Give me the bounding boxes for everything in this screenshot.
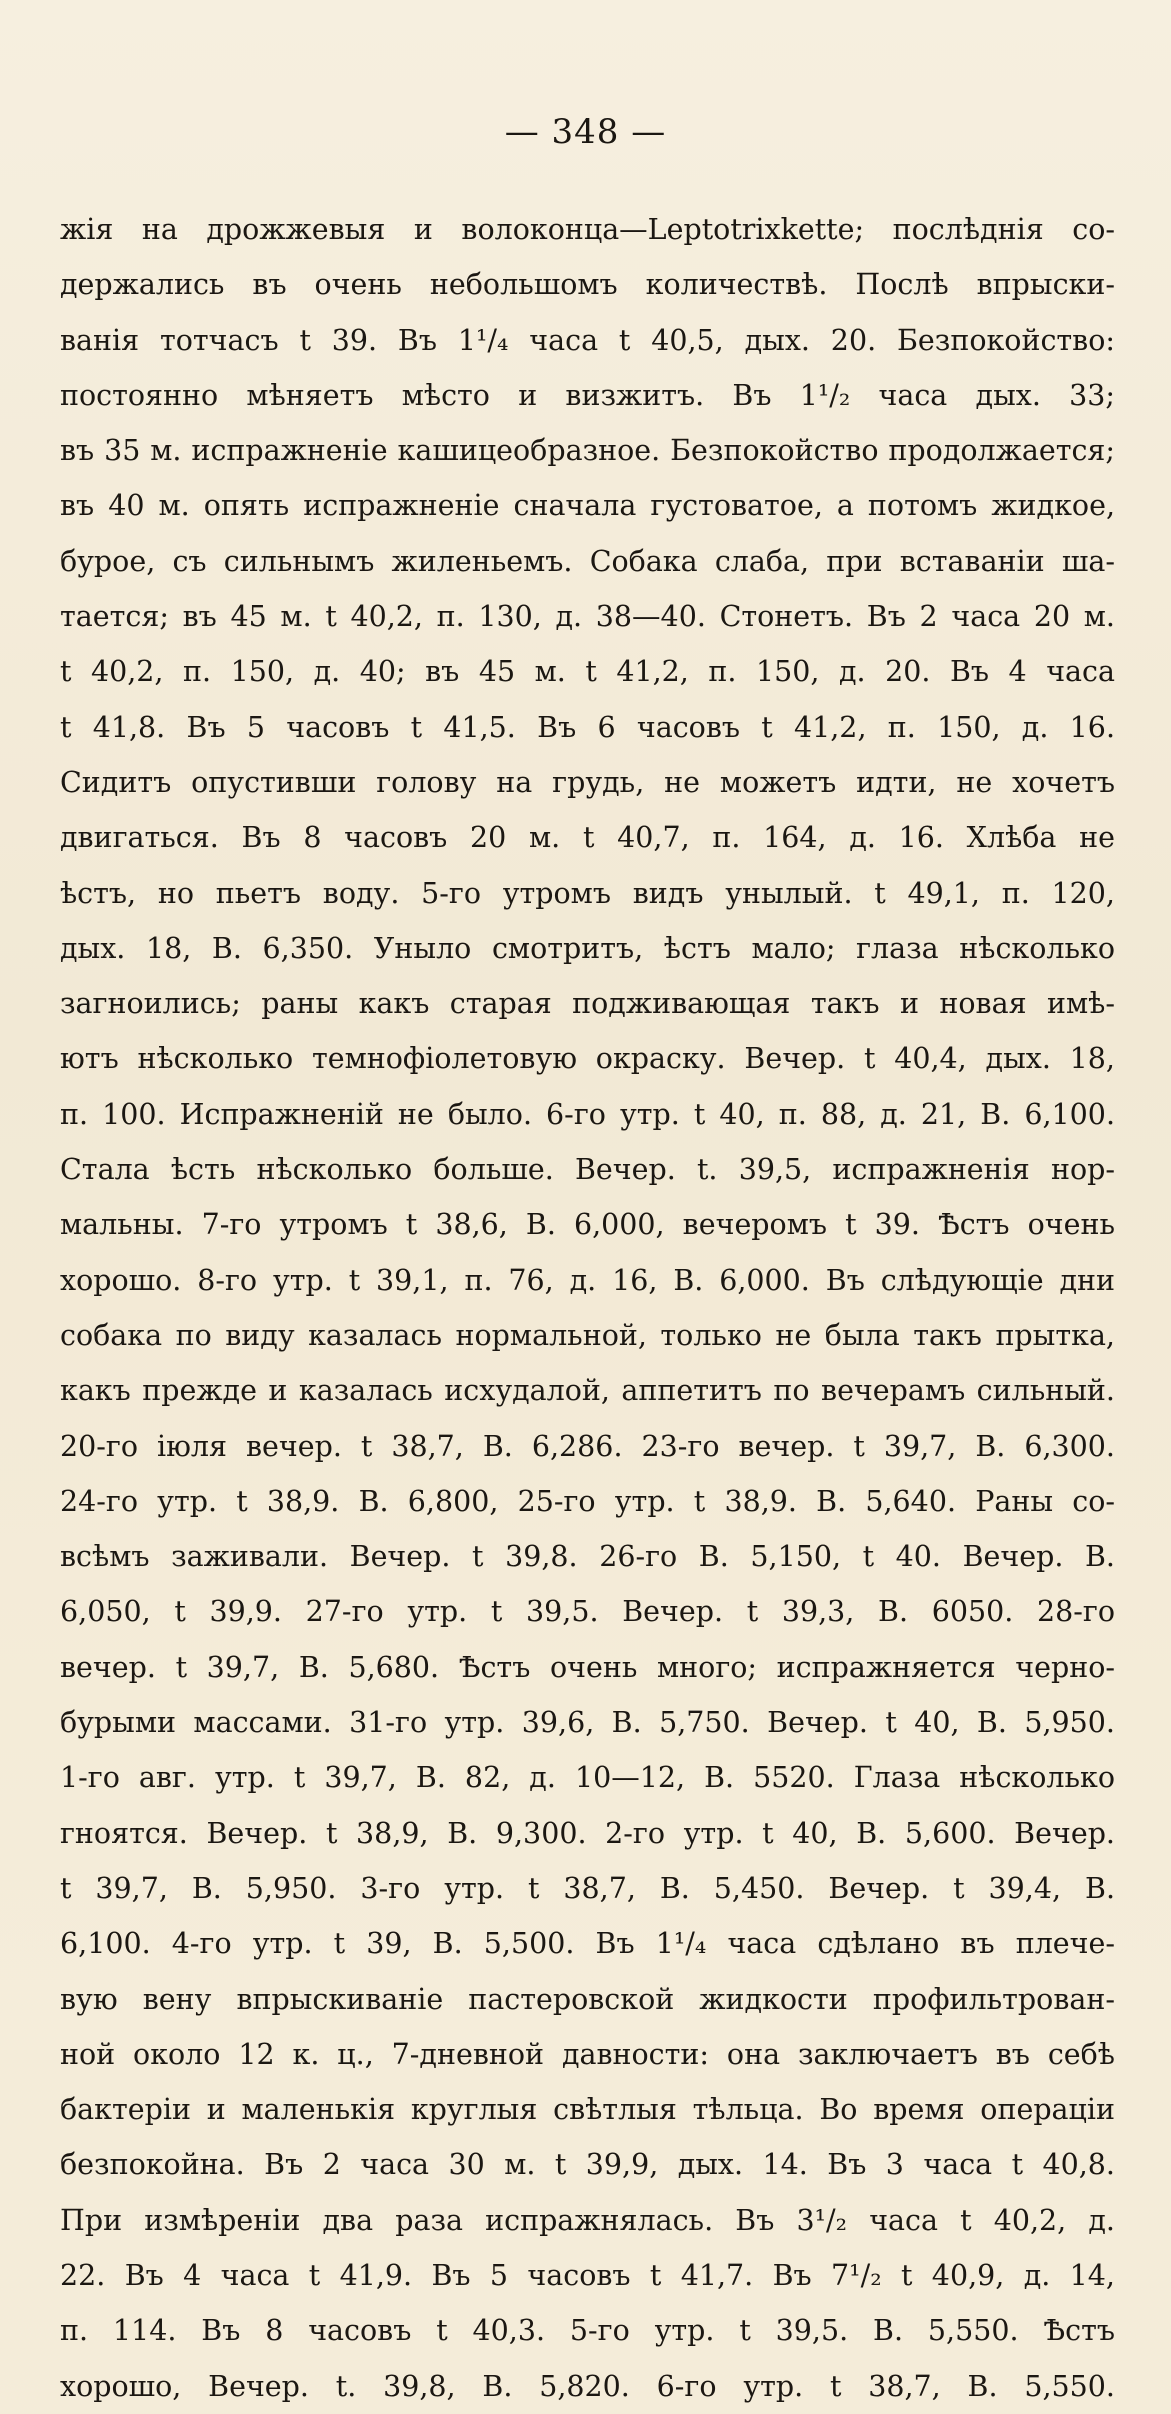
text-line: 6,050, t 39,9. 27-го утр. t 39,5. Вечер. t 39,3, В. 6050. 28-го [60, 1595, 1115, 1629]
text-line: бактеріи и маленькія круглыя свѣтлыя тѣльца. Во время операціи [60, 2093, 1115, 2127]
text-line: ванія тотчасъ t 39. Въ 1¹/₄ часа t 40,5, дых. 20. Безпокойство: [60, 323, 1115, 357]
text-line: хорошо. 8-го утр. t 39,1, п. 76, д. 16, В. 6,000. Въ слѣдующіе дни [60, 1263, 1115, 1297]
text-line: хорошо, Вечер. t. 39,8, В. 5,820. 6-го утр. t 38,7, В. 5,550. [60, 2369, 1115, 2403]
text-line: бурое, съ сильнымъ жиленьемъ. Собака слаба, при вставаніи ша- [60, 544, 1115, 578]
text-line: 22. Въ 4 часа t 41,9. Въ 5 часовъ t 41,7. Въ 7¹/₂ t 40,9, д. 14, [60, 2258, 1115, 2292]
text-line: 20-го іюля вечер. t 38,7, В. 6,286. 23-го вечер. t 39,7, В. 6,300. [60, 1429, 1115, 1463]
text-line: мальны. 7-го утромъ t 38,6, В. 6,000, вечеромъ t 39. Ѣстъ очень [60, 1208, 1115, 1242]
text-line: 1-го авг. утр. t 39,7, В. 82, д. 10—12, В. 5520. Глаза нѣсколько [60, 1761, 1115, 1795]
text-line: держались въ очень небольшомъ количествѣ. Послѣ впрыски- [60, 268, 1115, 302]
text-line: безпокойна. Въ 2 часа 30 м. t 39,9, дых. 14. Въ 3 часа t 40,8. [60, 2148, 1115, 2182]
text-line: Сидитъ опустивши голову на грудь, не можетъ идти, не хочетъ [60, 765, 1115, 799]
text-line: ютъ нѣсколько темнофіолетовую окраску. Вечер. t 40,4, дых. 18, [60, 1042, 1115, 1076]
text-line: 24-го утр. t 38,9. В. 6,800, 25-го утр. t 38,9. В. 5,640. Раны со- [60, 1484, 1115, 1518]
page-number: — 348 — [504, 112, 667, 152]
text-line: двигаться. Въ 8 часовъ 20 м. t 40,7, п. 164, д. 16. Хлѣба не [60, 821, 1115, 855]
text-line: бурыми массами. 31-го утр. 39,6, В. 5,750. Вечер. t 40, В. 5,950. [60, 1706, 1115, 1740]
body-text [60, 202, 1115, 2414]
text-line: жія на дрожжевыя и волоконца—Leptotrixkette; послѣднія со- [60, 213, 1115, 246]
text-line: п. 100. Испражненій не было. 6-го утр. t 40, п. 88, д. 21, В. 6,100. [60, 1097, 1115, 1131]
text-line: вечер. t 39,7, В. 5,680. Ѣстъ очень много; испражняется черно- [60, 1650, 1115, 1684]
text-line: 6,100. 4-го утр. t 39, В. 5,500. Въ 1¹/₄ часа сдѣлано въ плече- [60, 1927, 1115, 1961]
text-line: гноятся. Вечер. t 38,9, В. 9,300. 2-го утр. t 40, В. 5,600. Вечер. [60, 1816, 1115, 1850]
text-line: t 40,2, п. 150, д. 40; въ 45 м. t 41,2, п. 150, д. 20. Въ 4 часа [60, 655, 1115, 689]
text-line: t 41,8. Въ 5 часовъ t 41,5. Въ 6 часовъ t 41,2, п. 150, д. 16. [60, 710, 1115, 744]
text-line: какъ прежде и казалась исхудалой, аппетитъ по вечерамъ сильный. [60, 1374, 1115, 1408]
text-line: загноились; раны какъ старая подживающая такъ и новая имѣ- [60, 987, 1115, 1021]
text-line: При измѣреніи два раза испражнялась. Въ 3¹/₂ часа t 40,2, д. [60, 2203, 1115, 2237]
text-line: Стала ѣсть нѣсколько больше. Вечер. t. 39,5, испражненія нор- [60, 1153, 1115, 1187]
text-line: въ 40 м. опять испражненіе сначала густоватое, а потомъ жидкое, [60, 489, 1115, 523]
text-line: дых. 18, В. 6,350. Уныло смотритъ, ѣстъ мало; глаза нѣсколько [60, 931, 1115, 965]
text-line: постоянно мѣняетъ мѣсто и визжитъ. Въ 1¹/₂ часа дых. 33; [60, 378, 1115, 412]
text-line: вую вену впрыскиваніе пастеровской жидкости профильтрован- [60, 1982, 1115, 2016]
text-line: собака по виду казалась нормальной, только не была такъ прытка, [60, 1318, 1115, 1352]
text-line: всѣмъ заживали. Вечер. t 39,8. 26-го В. 5,150, t 40. Вечер. В. [60, 1540, 1115, 1574]
text-line: въ 35 м. испражненіе кашицеобразное. Безпокойство продолжается; [60, 434, 1115, 468]
text-line: тается; въ 45 м. t 40,2, п. 130, д. 38—40. Стонетъ. Въ 2 часа 20 м. [60, 600, 1115, 634]
text-line: п. 114. Въ 8 часовъ t 40,3. 5-го утр. t 39,5. В. 5,550. Ѣстъ [60, 2314, 1115, 2348]
text-line: ной около 12 к. ц., 7-дневной давности: она заключаетъ въ себѣ [60, 2037, 1115, 2071]
text-line: t 39,7, В. 5,950. 3-го утр. t 38,7, В. 5,450. Вечер. t 39,4, В. [60, 1871, 1115, 1905]
text-line: ѣстъ, но пьетъ воду. 5-го утромъ видъ унылый. t 49,1, п. 120, [60, 876, 1115, 910]
